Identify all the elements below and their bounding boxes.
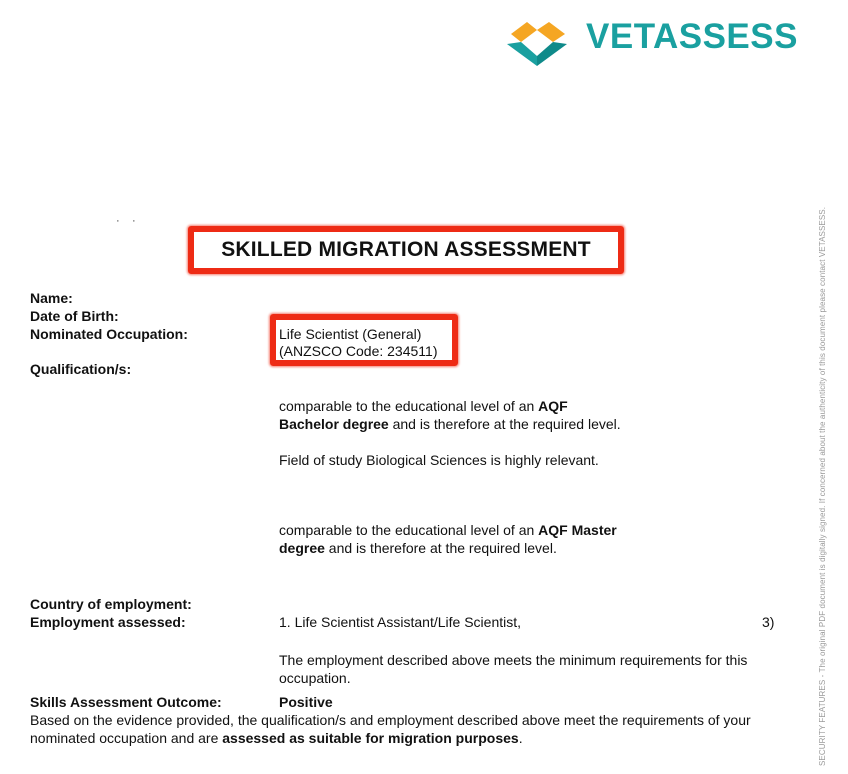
name-label: Name: [30,290,73,306]
employment-item-1: 1. Life Scientist Assistant/Life Scientist, [279,614,522,630]
vetassess-logo-text: VETASSESS [586,17,798,56]
qualification-1-text [279,397,621,433]
occupation-name: Life Scientist (General) [279,326,422,342]
employment-statement [279,651,747,687]
qualification-2-text [279,521,617,557]
dob-label: Date of Birth: [30,308,119,324]
qual1-line1: comparable to the educational level of an [279,398,539,414]
document-title: SKILLED MIGRATION ASSESSMENT [221,238,591,261]
security-features-text: SECURITY FEATURES - The original PDF document is digitally signed. If concerned about the authenticity of this document please contact VETASSESS. [818,206,827,766]
outcome-label: Skills Assessment Outcome: [30,694,222,710]
employment-statement-line1: The employment described above meets the minimum requirements for this [279,652,748,668]
scan-speck: · [116,215,120,227]
occupation-value [279,326,437,360]
qual1-line2: and is therefore at the required level. [388,416,621,432]
field-of-study: Field of study Biological Sciences is highly relevant. [279,452,599,468]
country-label: Country of employment: [30,596,192,612]
outcome-line2-post: . [518,730,523,746]
employment-statement-line2: occupation. [279,670,351,686]
anzsco-code: (ANZSCO Code: 234511) [279,343,438,359]
outcome-line2-pre: nominated occupation and are [30,730,223,746]
qual2-degree: degree [279,540,325,556]
qual2-line2: and is therefore at the required level. [324,540,557,556]
employment-assessed-label: Employment assessed: [30,614,186,630]
qual2-line1: comparable to the educational level of an [279,522,539,538]
occupation-label: Nominated Occupation: [30,326,188,342]
scan-speck: · [132,215,136,227]
title-highlight-box [188,226,624,274]
qualifications-label: Qualification/s: [30,361,132,377]
outcome-line1: Based on the evidence provided, the qualification/s and employment described above meet the requirements of your [30,712,751,728]
outcome-line2-bold: assessed as suitable for migration purposes [222,730,519,746]
qual1-degree: Bachelor degree [279,416,389,432]
outcome-statement [30,711,751,747]
employment-item-1-tail: 3) [762,614,775,630]
vetassess-logo-icon [505,12,569,68]
outcome-value: Positive [279,694,333,710]
qual1-aqf: AQF [538,398,568,414]
qual2-aqf: AQF Master [538,522,617,538]
